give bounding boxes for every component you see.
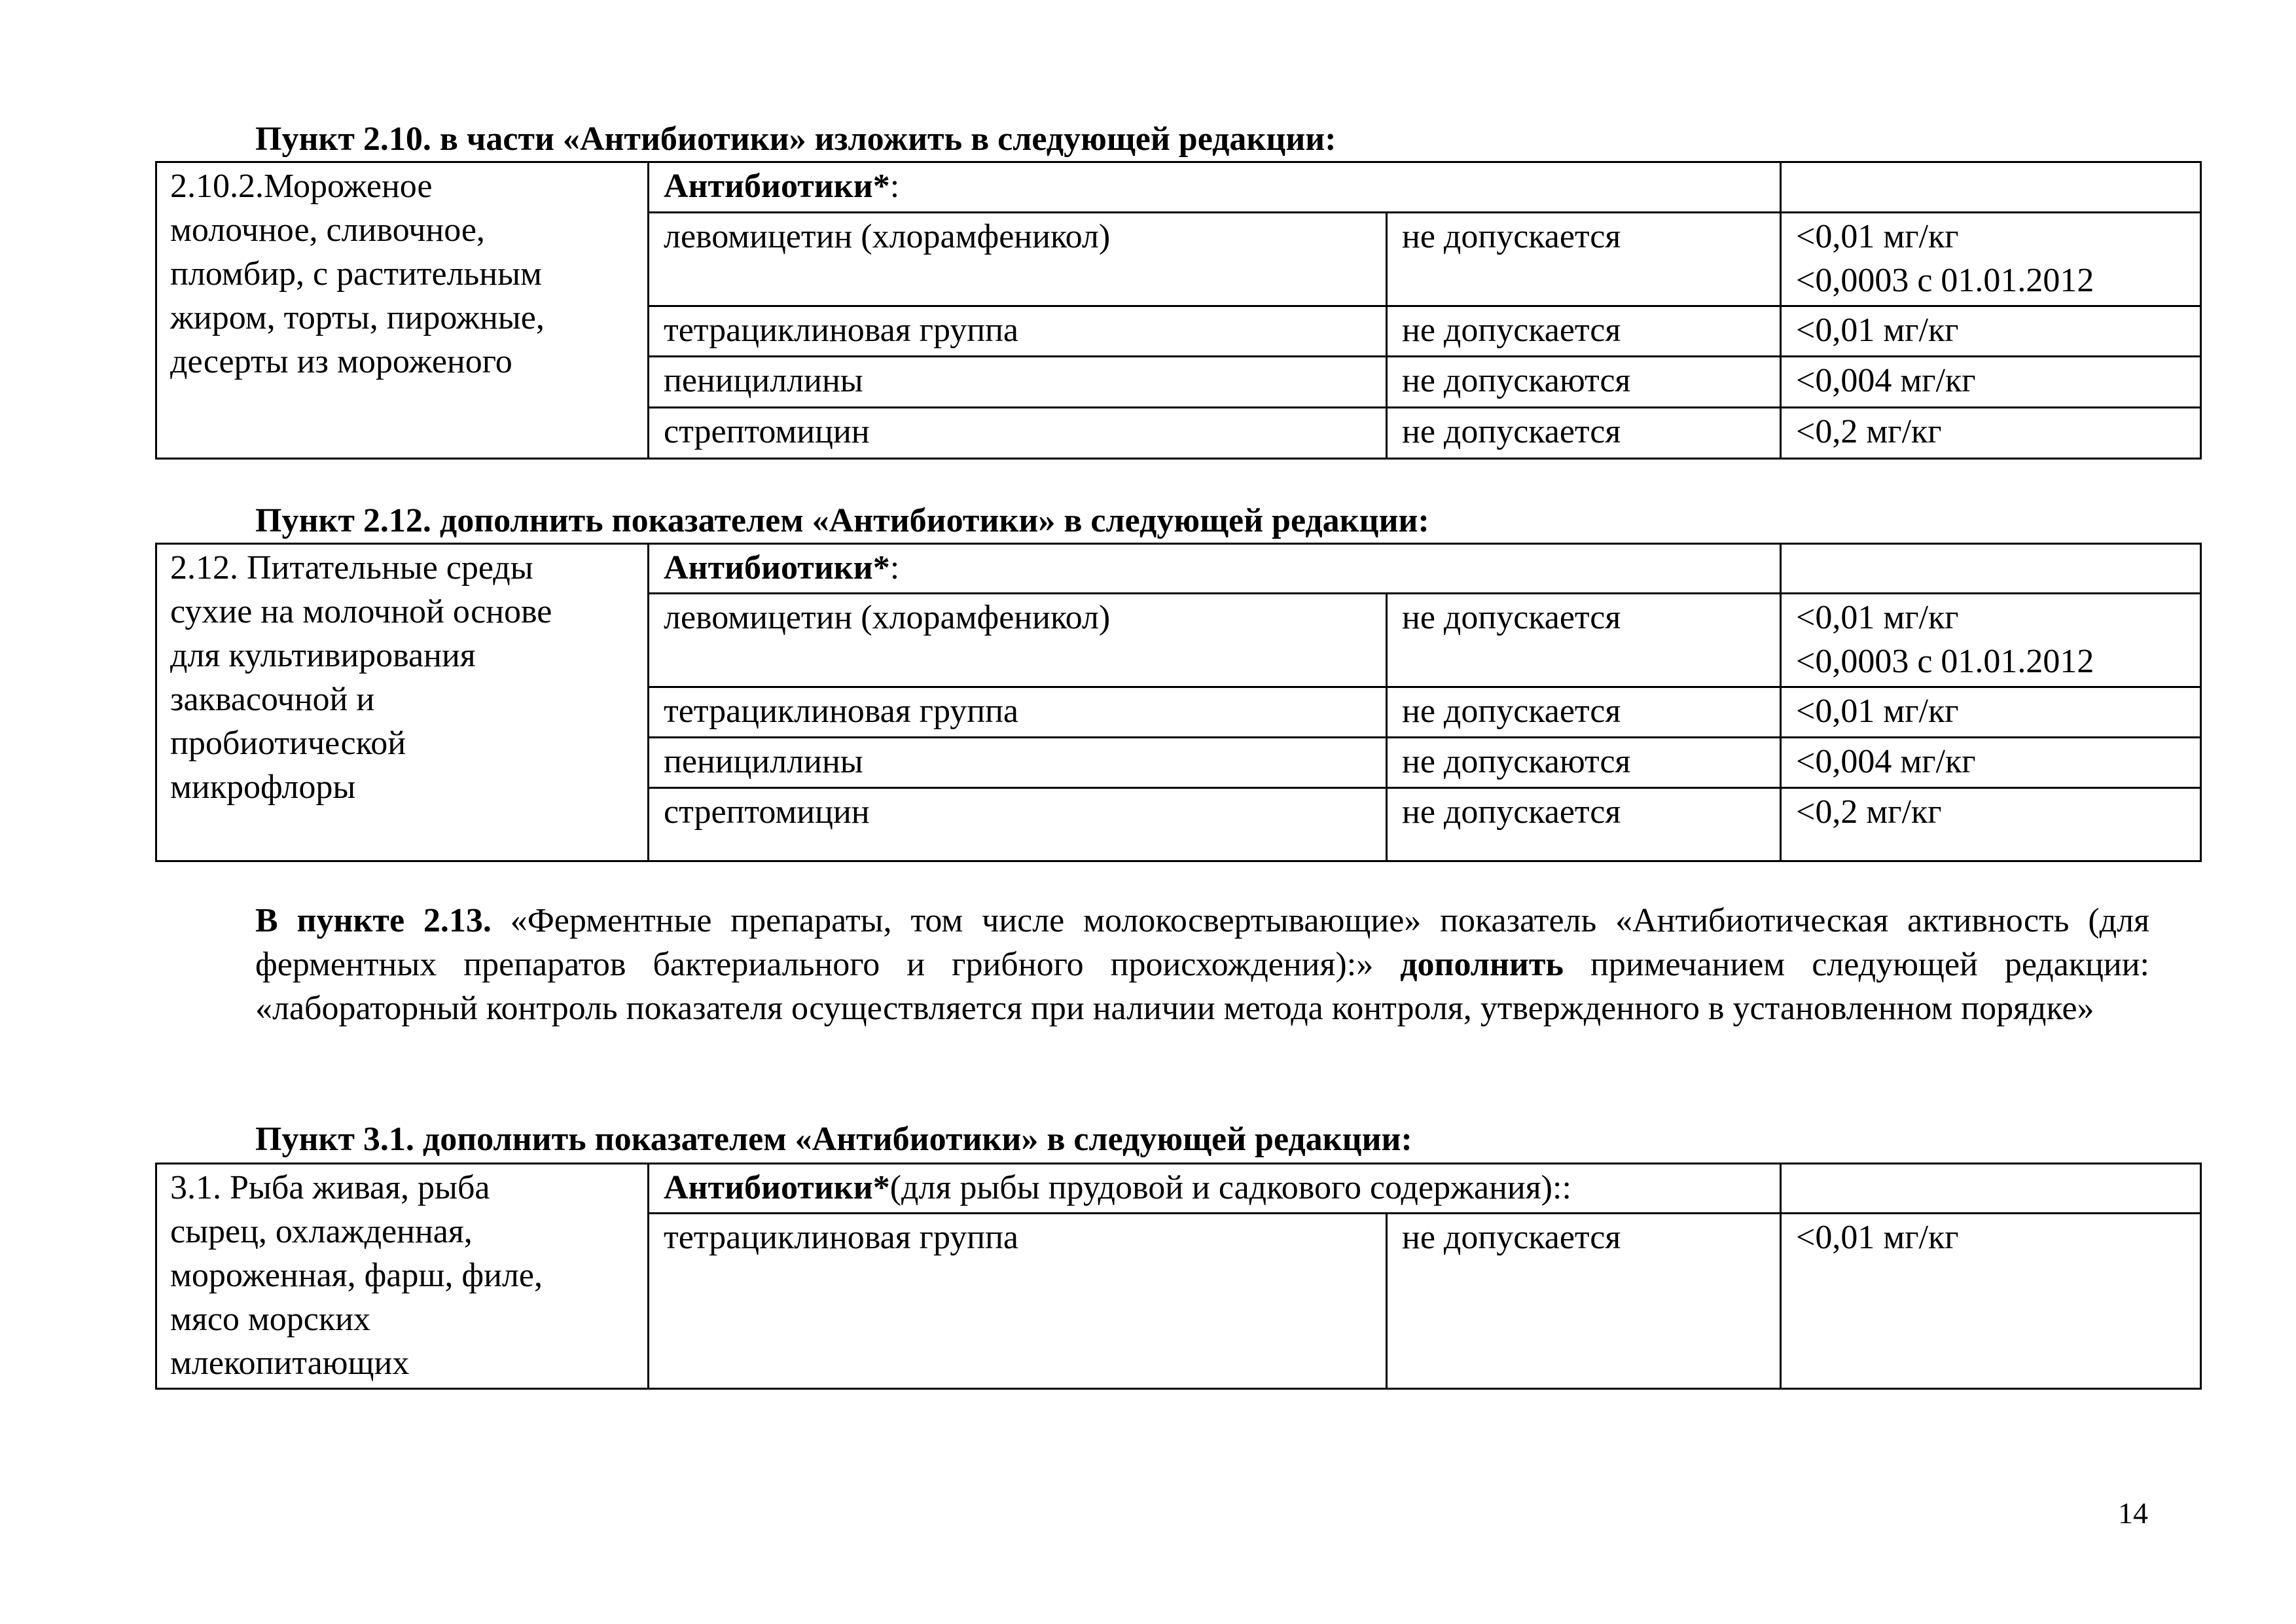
indicator-limit: [1781, 357, 2201, 408]
indicator-limit: [1781, 788, 2201, 861]
antibiotics-header-cell: [649, 162, 1781, 213]
indicator-status: не допускается: [1387, 213, 1781, 306]
category-line: молочное, сливочное,: [170, 211, 485, 249]
category-cell: [156, 1164, 649, 1389]
category-line: для культивирования: [170, 637, 476, 674]
indicator-status: не допускается: [1387, 788, 1781, 861]
indicator-status: не допускается: [1387, 408, 1781, 459]
indicator-limit: [1781, 306, 2201, 357]
antibiotics-label-suffix: (для рыбы прудовой и садкового содержания)::: [889, 1169, 1571, 1206]
section-2-13-paragraph: [255, 899, 2149, 1030]
category-line: сухие на молочной основе: [170, 593, 552, 630]
category-line: 2.12. Питательные среды: [170, 549, 533, 586]
table-section-2-12: [155, 543, 2202, 862]
paragraph-text: «Ферментные препараты, том числе молокосвертывающие» показатель «Антибиотическая активность (для ферментных препаратов бактериального и грибного происхождения):»: [255, 902, 2149, 983]
category-line: заквасочной и: [170, 681, 375, 718]
limit-line: <0,0003 с 01.01.2012: [1796, 643, 2094, 680]
indicator-limit: [1781, 687, 2201, 738]
limit-line: <0,01 мг/кг: [1796, 693, 1959, 730]
indicator-limit: [1781, 738, 2201, 788]
antibiotics-label: Антибиотики*: [664, 1169, 890, 1206]
indicator-name: стрептомицин: [649, 788, 1387, 861]
limit-line: <0,01 мг/кг: [1796, 218, 1959, 255]
limit-line: <0,004 мг/кг: [1796, 362, 1976, 399]
category-line: десерты из мороженого: [170, 343, 512, 380]
indicator-status: не допускаются: [1387, 357, 1781, 408]
category-line: 2.10.2.Мороженое: [170, 168, 433, 205]
empty-header-cell: [1781, 162, 2201, 213]
indicator-name: тетрациклиновая группа: [649, 687, 1387, 738]
indicator-status: не допускается: [1387, 594, 1781, 687]
table-header-row: [156, 1164, 2201, 1214]
indicator-name: стрептомицин: [649, 408, 1387, 459]
indicator-limit: [1781, 594, 2201, 687]
indicator-name: левомицетин (хлорамфеникол): [649, 594, 1387, 687]
category-line: микрофлоры: [170, 768, 356, 806]
table-header-row: [156, 162, 2201, 213]
indicator-status: не допускается: [1387, 1214, 1781, 1389]
limit-line: <0,2 мг/кг: [1796, 793, 1942, 831]
section-3-1-heading: Пункт 3.1. дополнить показателем «Антибиотики» в следующей редакции:: [255, 1121, 1412, 1158]
category-line: мороженная, фарш, филе,: [170, 1257, 543, 1294]
empty-header-cell: [1781, 544, 2201, 594]
antibiotics-label: Антибиотики*: [664, 549, 890, 586]
indicator-limit: [1781, 1214, 2201, 1389]
indicator-status: не допускается: [1387, 687, 1781, 738]
paragraph-bold-mid: дополнить: [1400, 946, 1564, 983]
indicator-limit: [1781, 408, 2201, 459]
table-section-2-10: [155, 161, 2202, 460]
category-line: мясо морских: [170, 1301, 370, 1338]
category-cell: [156, 544, 649, 861]
section-2-10-heading: Пункт 2.10. в части «Антибиотики» изложить в следующей редакции:: [255, 120, 1336, 158]
paragraph-text: примечанием следующей редакции: «лабораторный контроль показателя осуществляется при наличии метода контроля, утвержденного в установленном порядке»: [255, 946, 2150, 1027]
page-number: 14: [2118, 1496, 2148, 1530]
limit-line: <0,01 мг/кг: [1796, 312, 1959, 349]
table-header-row: [156, 544, 2201, 594]
indicator-status: не допускается: [1387, 306, 1781, 357]
limit-line: <0,0003 с 01.01.2012: [1796, 262, 2094, 299]
indicator-name: пенициллины: [649, 357, 1387, 408]
category-line: 3.1. Рыба живая, рыба: [170, 1169, 490, 1206]
indicator-name: тетрациклиновая группа: [649, 1214, 1387, 1389]
antibiotics-header-cell: [649, 1164, 1781, 1214]
indicator-name: пенициллины: [649, 738, 1387, 788]
limit-line: <0,01 мг/кг: [1796, 599, 1959, 636]
category-line: пробиотической: [170, 725, 406, 762]
limit-line: <0,2 мг/кг: [1796, 413, 1942, 450]
table-section-3-1: [155, 1163, 2202, 1390]
section-2-12-heading: Пункт 2.12. дополнить показателем «Антибиотики» в следующей редакции:: [255, 502, 1429, 539]
category-line: пломбир, с растительным: [170, 255, 542, 293]
category-line: млекопитающих: [170, 1344, 410, 1382]
category-cell: [156, 162, 649, 459]
antibiotics-label-suffix: :: [889, 549, 900, 586]
antibiotics-label: Антибиотики*: [664, 168, 890, 205]
indicator-limit: [1781, 213, 2201, 306]
indicator-status: не допускаются: [1387, 738, 1781, 788]
empty-header-cell: [1781, 1164, 2201, 1214]
antibiotics-header-cell: [649, 544, 1781, 594]
antibiotics-label-suffix: :: [889, 168, 900, 205]
indicator-name: тетрациклиновая группа: [649, 306, 1387, 357]
category-line: сырец, охлажденная,: [170, 1213, 473, 1250]
indicator-name: левомицетин (хлорамфеникол): [649, 213, 1387, 306]
paragraph-bold-start: В пункте 2.13.: [255, 902, 492, 939]
limit-line: <0,01 мг/кг: [1796, 1219, 1959, 1257]
category-line: жиром, торты, пирожные,: [170, 299, 545, 336]
limit-line: <0,004 мг/кг: [1796, 743, 1976, 780]
